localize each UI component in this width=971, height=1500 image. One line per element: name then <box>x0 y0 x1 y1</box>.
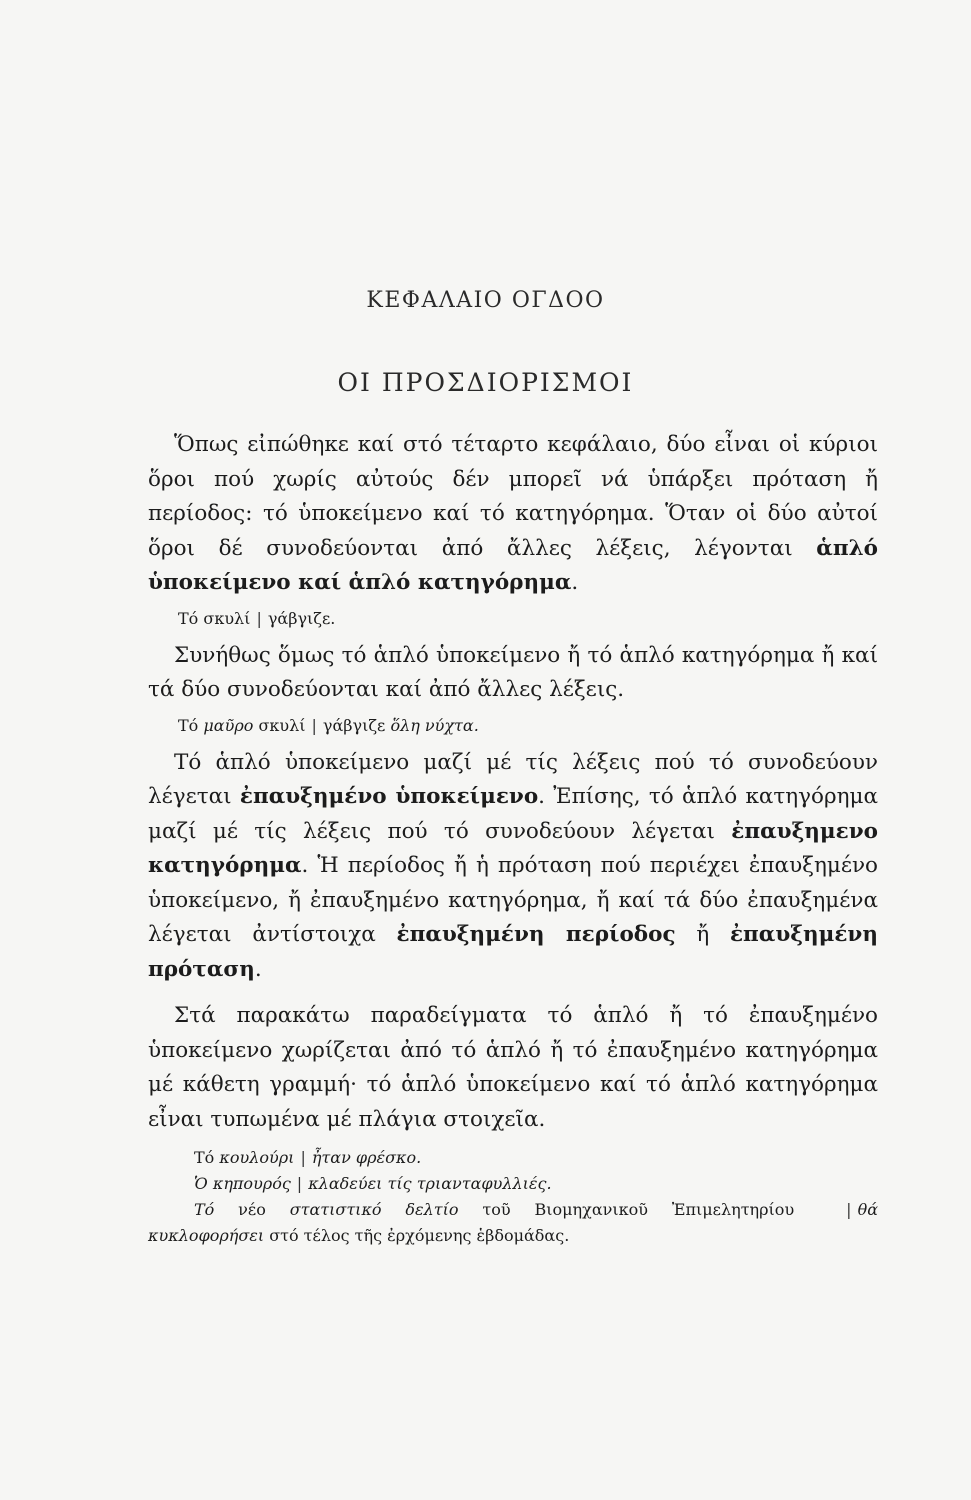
paragraph-1-end: . <box>571 570 579 595</box>
example-2-predicate-italic: ὅλη νύχτα. <box>390 715 479 735</box>
final-example-3-it3: θά κυκλοφορήσει <box>148 1200 878 1245</box>
paragraph-1-bold: ἁπλό ὑποκείμενο καί ἁπλό κατηγόρημα <box>148 535 878 595</box>
separator: | <box>300 1148 306 1167</box>
paragraph-3-bold4: ἐπαυξημένη πρόταση <box>148 922 878 982</box>
final-example-3-plain3: στό τέλος τῆς ἐρχόμενης ἑβδομάδας. <box>269 1226 570 1245</box>
final-examples <box>148 1145 878 1249</box>
paragraph-3 <box>148 746 878 988</box>
example-1-predicate: γάβγιζε. <box>267 608 336 628</box>
separator: | <box>846 1200 852 1219</box>
example-1-subject: Τό σκυλί <box>178 608 251 628</box>
final-example-1 <box>148 1145 878 1171</box>
paragraph-3-part3: . Ἡ περίοδος ἤ ἡ πρόταση πού περιέχει ἐπαυξημένο ὑποκείμενο, ἤ ἐπαυξημένο κατηγόρημα, ἤ καί τά δύο ἐπαυξημένα λέγεται ἀντίστοιχα <box>148 853 878 947</box>
separator: | <box>311 715 317 735</box>
final-example-3-plain2: τοῦ Βιομηχανικοῦ Ἐπιμελητηρίου <box>482 1200 795 1219</box>
paragraph-3-bold3: ἐπαυξημένη περίοδος <box>396 922 676 947</box>
example-2-predicate-pre: γάβγιζε <box>322 715 386 735</box>
paragraph-3-bold1: ἐπαυξημένο ὑποκείμενο <box>239 784 539 809</box>
final-example-1-pre: Τό <box>194 1148 215 1167</box>
section-title: ΟΙ ΠΡΟΣΔΙΟΡΙΣΜΟΙ <box>337 368 634 397</box>
example-2-subject-pre: Τό <box>178 715 199 735</box>
paragraph-3-part1: Τό ἁπλό ὑποκείμενο μαζί μέ τίς λέξεις πού τό συνοδεύουν λέγεται <box>148 749 878 809</box>
final-example-2 <box>148 1171 878 1197</box>
chapter-heading: ΚΕΦΑΛΑΙΟ ΟΓΔΟΟ <box>366 288 605 313</box>
paragraph-3-end: . <box>254 956 262 982</box>
paragraph-2: Συνήθως ὅμως τό ἁπλό ὑποκείμενο ἤ τό ἁπλό κατηγόρημα ἤ καί τά δύο συνοδεύονται καί ἀπό ἄλλες λέξεις. <box>148 642 878 702</box>
paragraph-3-part2: . Ἐπίσης, τό ἁπλό κατηγόρημα μαζί μέ τίς λέξεις πού τό συνοδεύουν λέγεται <box>148 784 878 844</box>
paragraph-1-text: Ὅπως εἰπώθηκε καί στό τέταρτο κεφάλαιο, δύο εἶναι οἱ κύριοι ὅροι πού χωρίς αὐτούς δέν μπορεῖ νά ὑπάρξει πρόταση ἤ περίοδος: τό ὑποκείμενο καί τό κατηγόρημα. Ὅταν οἱ δύο αὐτοί ὅροι δέ συνοδεύονται ἀπό ἄλλες λέξεις, λέγονται <box>148 432 878 561</box>
paragraph-1 <box>148 428 878 601</box>
example-2-subject-italic: μαῦρο <box>203 715 254 735</box>
example-1 <box>178 607 878 631</box>
final-example-3 <box>148 1197 878 1249</box>
final-example-1-predicate: ἦταν φρέσκο. <box>311 1148 422 1167</box>
paragraph-3-bold2: ἐπαυξημενο κατηγόρημα <box>148 818 878 878</box>
example-2-subject-post: σκυλί <box>258 715 306 735</box>
final-example-1-subject: κουλούρι <box>219 1148 295 1167</box>
paragraph-4: Στά παρακάτω παραδείγματα τό ἁπλό ἤ τό ἐπαυξημένο ὑποκείμενο χωρίζεται ἀπό τό ἁπλό ἤ τό ἐπαυξημένο κατηγόρημα μέ κάθετη γραμμή· τό ἁπλό ὑποκείμενο καί τό ἁπλό κατηγόρημα εἶναι τυπωμένα μέ πλάγια στοιχεῖα. <box>148 1003 878 1132</box>
body-text <box>148 428 878 1249</box>
paragraph-3-part4: ἤ <box>696 922 710 947</box>
final-example-3-it2: στατιστικό δελτίο <box>289 1200 459 1219</box>
final-example-2-predicate: κλαδεύει τίς τριανταφυλλιές. <box>308 1174 552 1193</box>
final-example-3-it1: Τό <box>194 1200 215 1219</box>
example-2 <box>178 714 878 738</box>
separator: | <box>256 608 262 628</box>
final-example-3-plain1: νέο <box>238 1200 266 1219</box>
separator: | <box>296 1174 303 1193</box>
final-example-2-subject: Ὁ κηπουρός <box>194 1174 291 1193</box>
